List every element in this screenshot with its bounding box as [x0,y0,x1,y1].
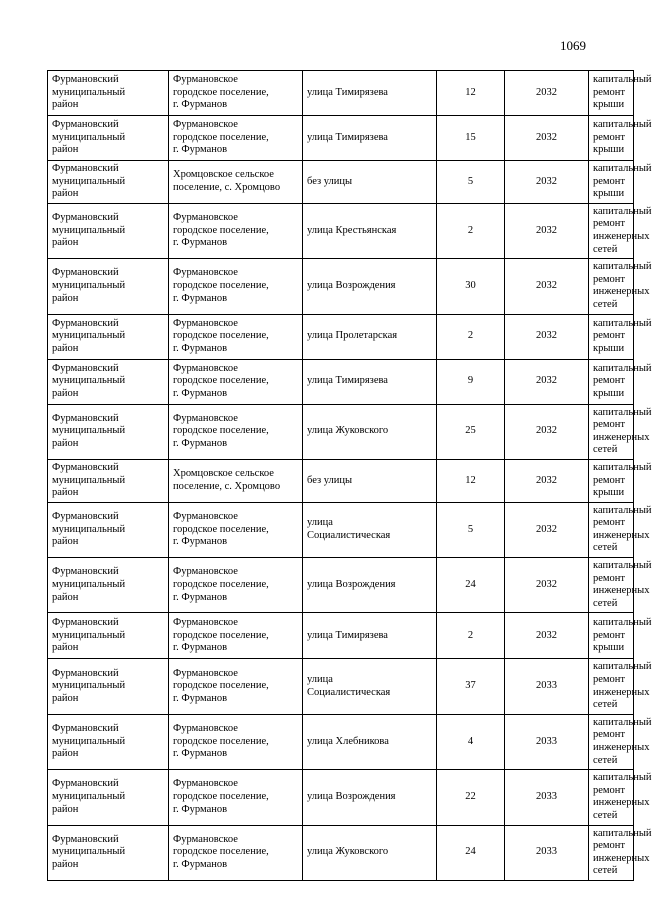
settlement-cell: Фурмановское городское поселение, г. Фурманов [169,825,303,880]
work-type-cell: капитальный ремонт инженерных сетей [589,404,634,459]
house-number-cell: 12 [437,459,505,502]
table-row [48,613,634,659]
table-row [48,161,634,204]
settlement-cell: Фурмановское городское поселение, г. Фурманов [169,770,303,825]
street-cell: улица Тимирязева [303,359,437,404]
table-row [48,459,634,502]
street-cell: улица Жуковского [303,825,437,880]
house-number-cell: 5 [437,502,505,557]
district-cell: Фурмановский муниципальный район [48,502,169,557]
year-cell: 2032 [505,502,589,557]
year-cell: 2032 [505,404,589,459]
settlement-cell: Фурмановское городское поселение, г. Фурманов [169,613,303,659]
repair-schedule-table [47,70,652,881]
settlement-cell: Фурмановское городское поселение, г. Фурманов [169,558,303,613]
house-number-cell: 30 [437,259,505,314]
table-row [48,502,634,557]
house-number-cell: 25 [437,404,505,459]
district-cell: Фурмановский муниципальный район [48,770,169,825]
table-row [48,558,634,613]
house-number-cell: 22 [437,770,505,825]
settlement-cell: Фурмановское городское поселение, г. Фурманов [169,404,303,459]
street-cell: улица Возрождения [303,558,437,613]
table-row [48,203,634,258]
work-type-cell: капитальный ремонт инженерных сетей [589,259,634,314]
year-cell: 2032 [505,359,589,404]
year-cell: 2033 [505,770,589,825]
district-cell: Фурмановский муниципальный район [48,71,169,116]
work-type-cell: капитальный ремонт крыши [589,613,634,659]
house-number-cell: 15 [437,116,505,161]
year-cell: 2033 [505,714,589,769]
house-number-cell: 2 [437,203,505,258]
page-number: 1069 [560,38,586,53]
house-number-cell: 24 [437,558,505,613]
settlement-cell: Фурмановское городское поселение, г. Фурманов [169,502,303,557]
district-cell: Фурмановский муниципальный район [48,613,169,659]
district-cell: Фурмановский муниципальный район [48,558,169,613]
district-cell: Фурмановский муниципальный район [48,203,169,258]
work-type-cell: капитальный ремонт инженерных сетей [589,825,634,880]
table-row [48,259,634,314]
street-cell: улица Жуковского [303,404,437,459]
street-cell: без улицы [303,161,437,204]
work-type-cell: капитальный ремонт инженерных сетей [589,659,634,714]
settlement-cell: Фурмановское городское поселение, г. Фурманов [169,359,303,404]
house-number-cell: 37 [437,659,505,714]
settlement-cell: Фурмановское городское поселение, г. Фурманов [169,116,303,161]
work-type-cell: капитальный ремонт крыши [589,116,634,161]
table-row [48,359,634,404]
year-cell: 2032 [505,259,589,314]
street-cell: улица Тимирязева [303,116,437,161]
settlement-cell: Фурмановское городское поселение, г. Фурманов [169,259,303,314]
street-cell: без улицы [303,459,437,502]
table-row [48,404,634,459]
street-cell: улица Хлебникова [303,714,437,769]
settlement-cell: Фурмановское городское поселение, г. Фурманов [169,659,303,714]
house-number-cell: 5 [437,161,505,204]
year-cell: 2032 [505,203,589,258]
street-cell: улица Возрождения [303,259,437,314]
settlement-cell: Фурмановское городское поселение, г. Фурманов [169,71,303,116]
table-body [48,71,652,881]
table-row [48,770,634,825]
work-type-cell: капитальный ремонт инженерных сетей [589,203,634,258]
street-cell: улица Тимирязева [303,71,437,116]
work-type-cell: капитальный ремонт крыши [589,161,634,204]
street-cell: улица Пролетарская [303,314,437,359]
house-number-cell: 2 [437,314,505,359]
table-row [48,714,634,769]
table-row [48,659,634,714]
settlement-cell: Фурмановское городское поселение, г. Фурманов [169,314,303,359]
street-cell: улица Социалистическая [303,659,437,714]
district-cell: Фурмановский муниципальный район [48,259,169,314]
district-cell: Фурмановский муниципальный район [48,116,169,161]
house-number-cell: 4 [437,714,505,769]
work-type-cell: капитальный ремонт инженерных сетей [589,770,634,825]
house-number-cell: 2 [437,613,505,659]
district-cell: Фурмановский муниципальный район [48,459,169,502]
district-cell: Фурмановский муниципальный район [48,161,169,204]
year-cell: 2032 [505,314,589,359]
street-cell: улица Крестьянская [303,203,437,258]
work-type-cell: капитальный ремонт инженерных сетей [589,714,634,769]
settlement-cell: Фурмановское городское поселение, г. Фурманов [169,203,303,258]
year-cell: 2032 [505,558,589,613]
street-cell: улица Тимирязева [303,613,437,659]
year-cell: 2032 [505,116,589,161]
district-cell: Фурмановский муниципальный район [48,714,169,769]
year-cell: 2032 [505,71,589,116]
year-cell: 2032 [505,459,589,502]
work-type-cell: капитальный ремонт крыши [589,71,634,116]
settlement-cell: Хромцовское сельское поселение, с. Хромцово [169,161,303,204]
table-row [48,71,634,116]
settlement-cell: Хромцовское сельское поселение, с. Хромцово [169,459,303,502]
settlement-cell: Фурмановское городское поселение, г. Фурманов [169,714,303,769]
work-type-cell: капитальный ремонт крыши [589,459,634,502]
house-number-cell: 12 [437,71,505,116]
work-type-cell: капитальный ремонт инженерных сетей [589,558,634,613]
street-cell: улица Возрождения [303,770,437,825]
year-cell: 2033 [505,825,589,880]
work-type-cell: капитальный ремонт крыши [589,314,634,359]
year-cell: 2032 [505,161,589,204]
district-cell: Фурмановский муниципальный район [48,404,169,459]
district-cell: Фурмановский муниципальный район [48,359,169,404]
year-cell: 2032 [505,613,589,659]
district-cell: Фурмановский муниципальный район [48,314,169,359]
street-cell: улица Социалистическая [303,502,437,557]
year-cell: 2033 [505,659,589,714]
table-row [48,825,634,880]
table-row [48,314,634,359]
district-cell: Фурмановский муниципальный район [48,659,169,714]
work-type-cell: капитальный ремонт крыши [589,359,634,404]
house-number-cell: 24 [437,825,505,880]
house-number-cell: 9 [437,359,505,404]
table-row [48,116,634,161]
district-cell: Фурмановский муниципальный район [48,825,169,880]
work-type-cell: капитальный ремонт инженерных сетей [589,502,634,557]
